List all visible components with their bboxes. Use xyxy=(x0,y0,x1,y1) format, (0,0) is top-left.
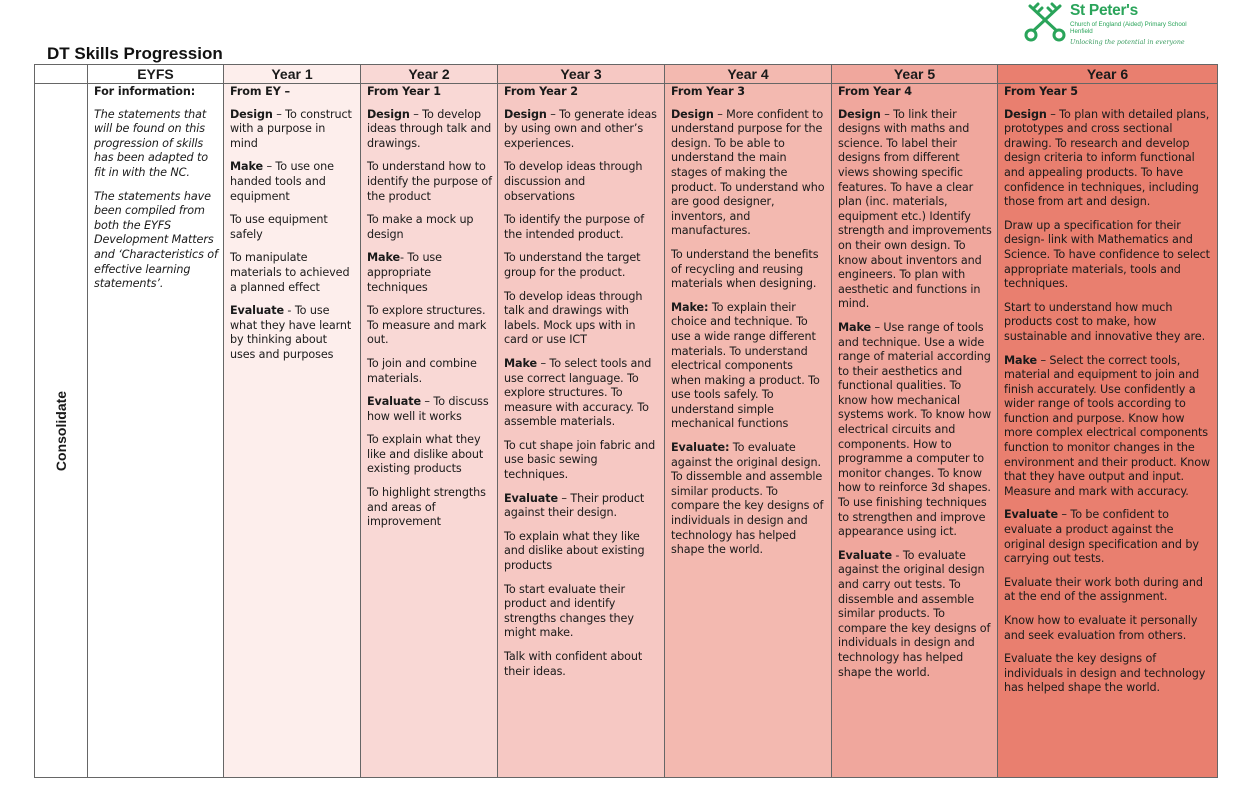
y3-statement-2: To develop ideas through discussion and observations xyxy=(504,160,643,203)
cell-year-1 xyxy=(224,84,361,778)
y5-make: Make – Use range of tools and technique. Use a wide range of material according to their aesthetics and functional qualities. To know how mechanical systems work. To know how electrical circuits and components. How to programme a computer to monitor changes. To know how to reinforce 3d shapes. To use finishing techniques to strengthen and improve appearance using ict. xyxy=(838,320,992,539)
document-title: DT Skills Progression xyxy=(47,44,223,63)
y2-statement-6: To join and combine materials. xyxy=(367,356,477,385)
y3-statement-7: To cut shape join fabric and use basic sewing techniques. xyxy=(504,438,656,482)
school-logo xyxy=(1022,2,1227,48)
y6-statement-3: Start to understand how much products cost to make, how sustainable and innovative they are. xyxy=(1004,300,1206,343)
cell-year-1-from: From EY – xyxy=(230,85,291,98)
cell-eyfs xyxy=(88,84,224,778)
y1-make: Make – To use one handed tools and equipment xyxy=(230,160,334,203)
y3-statement-10: To start evaluate their product and identify strengths changes they might make. xyxy=(504,582,634,640)
cell-year-3 xyxy=(498,84,665,778)
cell-eyfs-from: For information: xyxy=(94,85,196,98)
y3-evaluate: Evaluate – Their product against their design. xyxy=(504,491,645,520)
crossed-keys-icon xyxy=(1022,2,1068,42)
cell-year-5 xyxy=(832,84,998,778)
y3-statement-5: To develop ideas through talk and drawings with labels. Mock ups with in card or use ICT xyxy=(504,289,643,347)
cell-year-4-from: From Year 3 xyxy=(671,85,745,98)
header-year-3: Year 3 xyxy=(498,65,665,84)
y1-statement-3: To use equipment safely xyxy=(230,213,328,241)
logo-tagline: Unlocking the potential in everyone xyxy=(1070,39,1185,46)
y1-design: Design – To construct with a purpose in mind xyxy=(230,107,352,150)
y5-design: Design – To link their designs with maths and science. To label their designs from different views showing specific features. To have a clear plan (inc. materials, equipment etc.) Identify strength and improvements on their own design. To know about inventors and engineers. To plan with aesthetic and functions in mind. xyxy=(838,107,992,311)
cell-year-6 xyxy=(998,84,1218,778)
y4-statement-2: To understand the benefits of recycling and reusing materials when designing. xyxy=(671,247,819,291)
y1-evaluate: Evaluate - To use what they have learnt by thinking about uses and purposes xyxy=(230,304,352,361)
logo-subtitle: Church of England (Aided) Primary School Henfield xyxy=(1070,21,1187,35)
y6-statement-7: Know how to evaluate it personally and seek evaluation from others. xyxy=(1004,614,1198,642)
y6-make: Make – Select the correct tools, material and equipment to join and finish accurately. Use confidently a wider range of tools according to function and purpose. Know how more complex electrical components function to monitor changes in the environment and their product. Know that they have output and input. Measure and mark with accuracy. xyxy=(1004,353,1211,498)
header-eyfs: EYFS xyxy=(88,65,224,84)
logo-school-name: St Peter's xyxy=(1070,2,1138,19)
header-year-1: Year 1 xyxy=(224,65,361,84)
y2-evaluate: Evaluate – To discuss how well it works xyxy=(367,395,489,423)
y4-evaluate: Evaluate: To evaluate against the original design. To dissemble and assemble similar products. To compare the key designs of individuals in design and technology has helped shape the world. xyxy=(671,441,824,557)
header-side xyxy=(35,65,88,84)
header-year-6: Year 6 xyxy=(998,65,1218,84)
row-label: Consolidate xyxy=(53,390,69,471)
y3-design: Design – To generate ideas by using own and other’s experiences. xyxy=(504,107,657,150)
cell-year-4 xyxy=(665,84,832,778)
y2-statement-5: To explore structures. To measure and mark out. xyxy=(367,304,487,347)
cell-year-2-from: From Year 1 xyxy=(367,85,441,98)
header-year-2: Year 2 xyxy=(361,65,498,84)
y6-statement-6: Evaluate their work both during and at the end of the assignment. xyxy=(1004,575,1203,604)
y4-make: Make: To explain their choice and technique. To use a wide range different materials. To understand electrical components when making a product. To use tools safely. To understand simple mechanical functions xyxy=(671,300,820,431)
y6-statement-8: Evaluate the key designs of individuals in design and technology has helped shape the world. xyxy=(1004,652,1206,695)
skills-progression-table xyxy=(34,64,1218,778)
y6-design: Design – To plan with detailed plans, prototypes and cross sectional drawing. To research and develop design criteria to inform functional and appealing products. To have confidence in techniques, including those from art and design. xyxy=(1004,107,1210,209)
y3-make: Make – To select tools and use correct language. To explore structures. To measure with accuracy. To assemble materials. xyxy=(504,356,652,429)
y6-evaluate: Evaluate – To be confident to evaluate a product against the original design specification and by carrying out tests. xyxy=(1004,508,1199,566)
y5-evaluate: Evaluate - To evaluate against the original design and carry out tests. To dissemble and assemble similar products. To compare the key designs of individuals in design and technology has helped shape the world. xyxy=(838,548,991,679)
y2-statement-2: To understand how to identify the purpose of the product xyxy=(367,160,493,203)
row-label-cell xyxy=(35,84,88,778)
consolidate-row xyxy=(35,84,1218,778)
cell-year-6-from: From Year 5 xyxy=(1004,85,1078,98)
cell-year-5-from: From Year 4 xyxy=(838,85,912,98)
header-row xyxy=(35,65,1218,84)
header-year-4: Year 4 xyxy=(665,65,832,84)
y1-statement-4: To manipulate materials to achieved a planned effect xyxy=(230,251,350,294)
y2-statement-3: To make a mock up design xyxy=(367,213,474,241)
y6-statement-2: Draw up a specification for their design- link with Mathematics and Science. To have confidence to select appropriate materials, tools and techniques. xyxy=(1004,218,1210,291)
y2-statement-8: To explain what they like and dislike about existing products xyxy=(367,433,484,476)
eyfs-info-1: The statements that will be found on this progression of skills has been adapted to fit in with the NC. xyxy=(94,107,209,179)
y3-statement-9: To explain what they like and dislike about existing products xyxy=(504,529,645,573)
y3-statement-3: To identify the purpose of the intended product. xyxy=(504,213,645,241)
header-year-5: Year 5 xyxy=(832,65,998,84)
y2-make: Make- To use appropriate techniques xyxy=(367,251,442,294)
y2-design: Design – To develop ideas through talk and drawings. xyxy=(367,107,492,150)
eyfs-info-2: The statements have been compiled from both the EYFS Development Matters and ‘Characteristics of effective learning statements’. xyxy=(94,189,218,291)
y2-statement-9: To highlight strengths and areas of improvement xyxy=(367,486,486,529)
y3-statement-4: To understand the target group for the product. xyxy=(504,251,641,279)
y3-statement-11: Talk with confident about their ideas. xyxy=(504,650,643,678)
cell-year-2 xyxy=(361,84,498,778)
cell-year-3-from: From Year 2 xyxy=(504,85,578,98)
y4-design: Design – More confident to understand purpose for the design. To be able to understand the main stages of making the product. To understand who are good designer, inventors, and manufactures. xyxy=(671,107,825,238)
